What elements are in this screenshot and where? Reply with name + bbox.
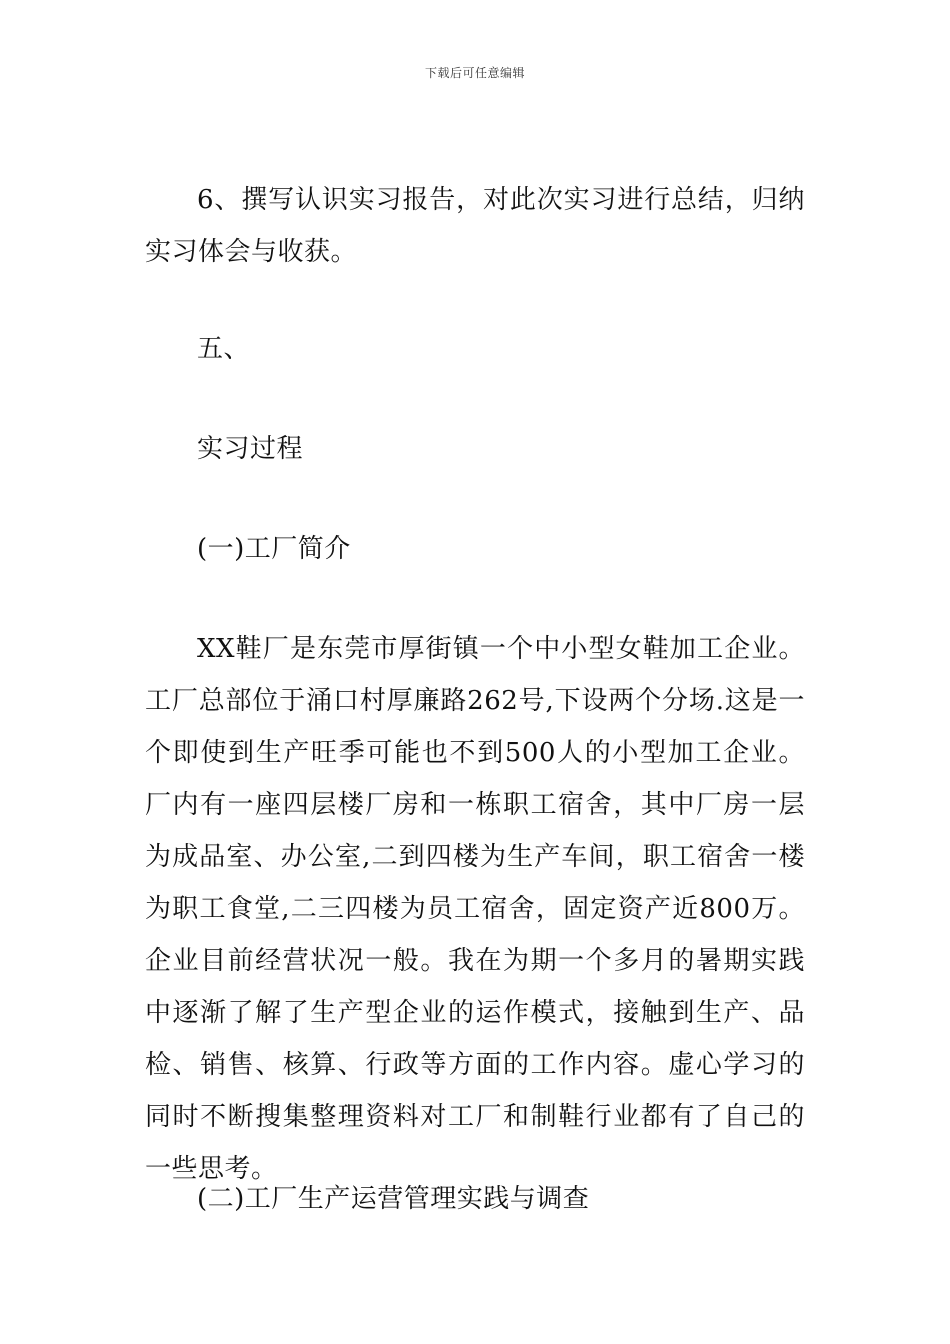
- subsection-heading-text: (二)工厂生产运营管理实践与调查: [197, 1184, 590, 1214]
- page-header: 下载后可任意编辑: [424, 66, 525, 80]
- paragraph-report-task: [145, 174, 805, 278]
- paragraph-factory-description: [145, 623, 805, 1195]
- section-number-text: 五、: [197, 334, 251, 364]
- section-number: [145, 323, 805, 375]
- subsection-heading-text: (一)工厂简介: [197, 534, 351, 564]
- section-heading-text: 实习过程: [197, 434, 304, 464]
- subsection-heading-operations: [145, 1173, 805, 1225]
- section-heading: [145, 423, 805, 475]
- paragraph-text: 6、撰写认识实习报告，对此次实习进行总结，归纳实习体会与收获。: [145, 185, 805, 267]
- paragraph-text: XX鞋厂是东莞市厚街镇一个中小型女鞋加工企业。工厂总部位于涌口村厚廉路262号,下设两个分场.这是一个即使到生产旺季可能也不到500人的小型加工企业。厂内有一座四层楼厂房和一栋职工宿舍，其中厂房一层为成品室、办公室,二到四楼为生产车间，职工宿舍一楼为职工食堂,二三四楼为员工宿舍，固定资产近800万。企业目前经营状况一般。我在为期一个多月的暑期实践中逐渐了解了生产型企业的运作模式，接触到生产、品检、销售、核算、行政等方面的工作内容。虚心学习的同时不断搜集整理资料对工厂和制鞋行业都有了自己的一些思考。: [145, 634, 805, 1184]
- subsection-heading-factory-intro: [145, 523, 805, 575]
